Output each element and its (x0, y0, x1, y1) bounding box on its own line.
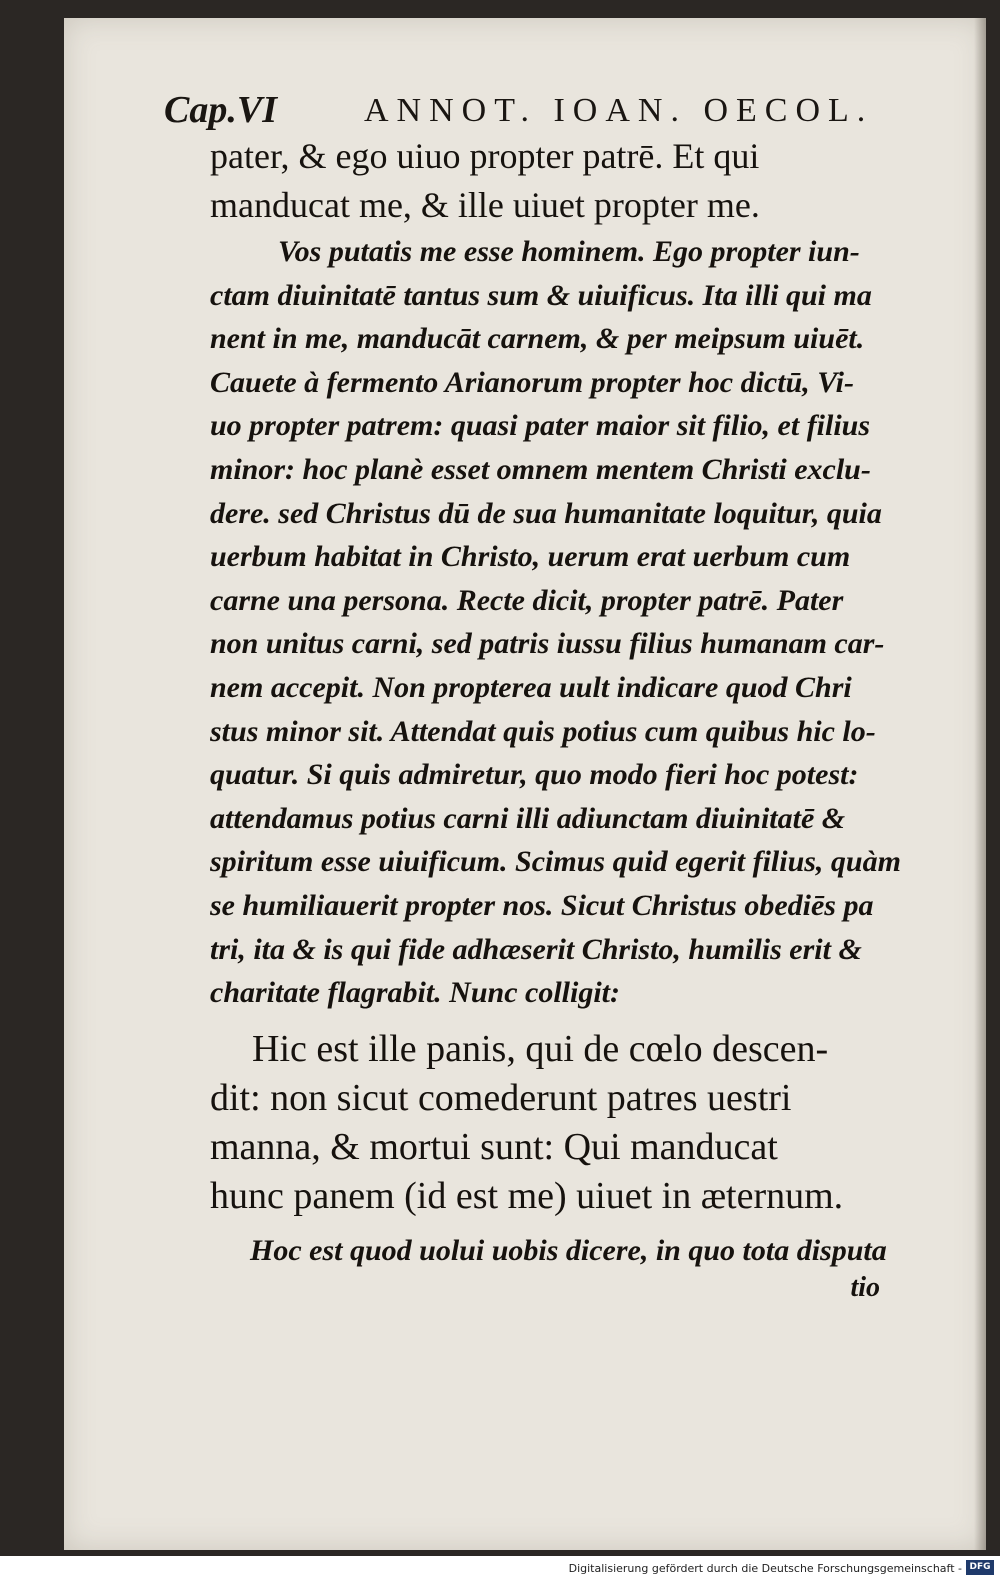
page-body (210, 132, 910, 1304)
text-line: uerbum habitat in Christo, uerum erat uerbum cum (210, 540, 851, 574)
running-title: ANNOT. IOAN. OECOL. (364, 92, 874, 129)
text-line: stus minor sit. Attendat quis potius cum quibus hic lo- (210, 714, 876, 748)
scripture-verse-block (210, 1025, 910, 1221)
text-line: hunc panem (id est me) uiuet in æternum. (210, 1174, 844, 1217)
text-line: carne una persona. Recte dicit, propter patrē. Pater (210, 583, 844, 617)
page-header (164, 88, 984, 138)
text-line: pater, & ego uiuo propter patrē. Et qui (210, 136, 760, 176)
catchword: tio (850, 1272, 880, 1304)
footer-bar (0, 1556, 1000, 1578)
text-line: manducat me, & ille uiuet propter me. (210, 185, 760, 225)
text-line: nem accepit. Non propterea uult indicare quod Chri (210, 670, 852, 704)
text-line: nent in me, manducāt carnem, & per meipsum uiuēt. (210, 322, 865, 356)
text-line: dere. sed Christus dū de sua humanitate loquitur, quia (210, 496, 882, 530)
commentary-block (210, 230, 910, 1015)
text-line: attendamus potius carni illi adiunctam diuinitatē & (210, 801, 846, 835)
text-line: minor: hoc planè esset omnem mentem Christi exclu- (210, 452, 871, 486)
scripture-verse-block (210, 132, 910, 230)
text-line: quatur. Si quis admiretur, quo modo fieri hoc potest: (210, 758, 859, 792)
text-line: Hoc est quod uolui uobis dicere, in quo tota disputa (250, 1233, 887, 1267)
text-line: charitate flagrabit. Nunc colligit: (210, 976, 620, 1010)
text-line: non unitus carni, sed patris iussu filius humanam car- (210, 627, 885, 661)
text-line: Hic est ille panis, qui de cœlo descen- (252, 1027, 829, 1070)
text-line: manna, & mortui sunt: Qui manducat (210, 1125, 778, 1168)
text-line: se humiliauerit propter nos. Sicut Christus obediēs pa (210, 888, 874, 922)
text-line: Cauete à fermento Arianorum propter hoc dictū, Vi- (210, 365, 854, 399)
commentary-block (210, 1229, 910, 1305)
text-line: spiritum esse uiuificum. Scimus quid egerit filius, quàm (210, 845, 901, 879)
text-line: uo propter patrem: quasi pater maior sit filio, et filius (210, 409, 871, 443)
dfg-logo: DFG (966, 1560, 994, 1575)
text-line: ctam diuinitatē tantus sum & uiuificus. Ita illi qui ma (210, 278, 872, 312)
chapter-label: Cap.VI (164, 89, 277, 131)
text-line: Vos putatis me esse hominem. Ego propter iun- (278, 235, 860, 268)
text-line: tri, ita & is qui fide adhæserit Christo, humilis erit & (210, 932, 862, 966)
funding-credit: Digitalisierung gefördert durch die Deutsche Forschungsgemeinschaft - (568, 1562, 962, 1575)
text-line: dit: non sicut comederunt patres uestri (210, 1076, 792, 1119)
